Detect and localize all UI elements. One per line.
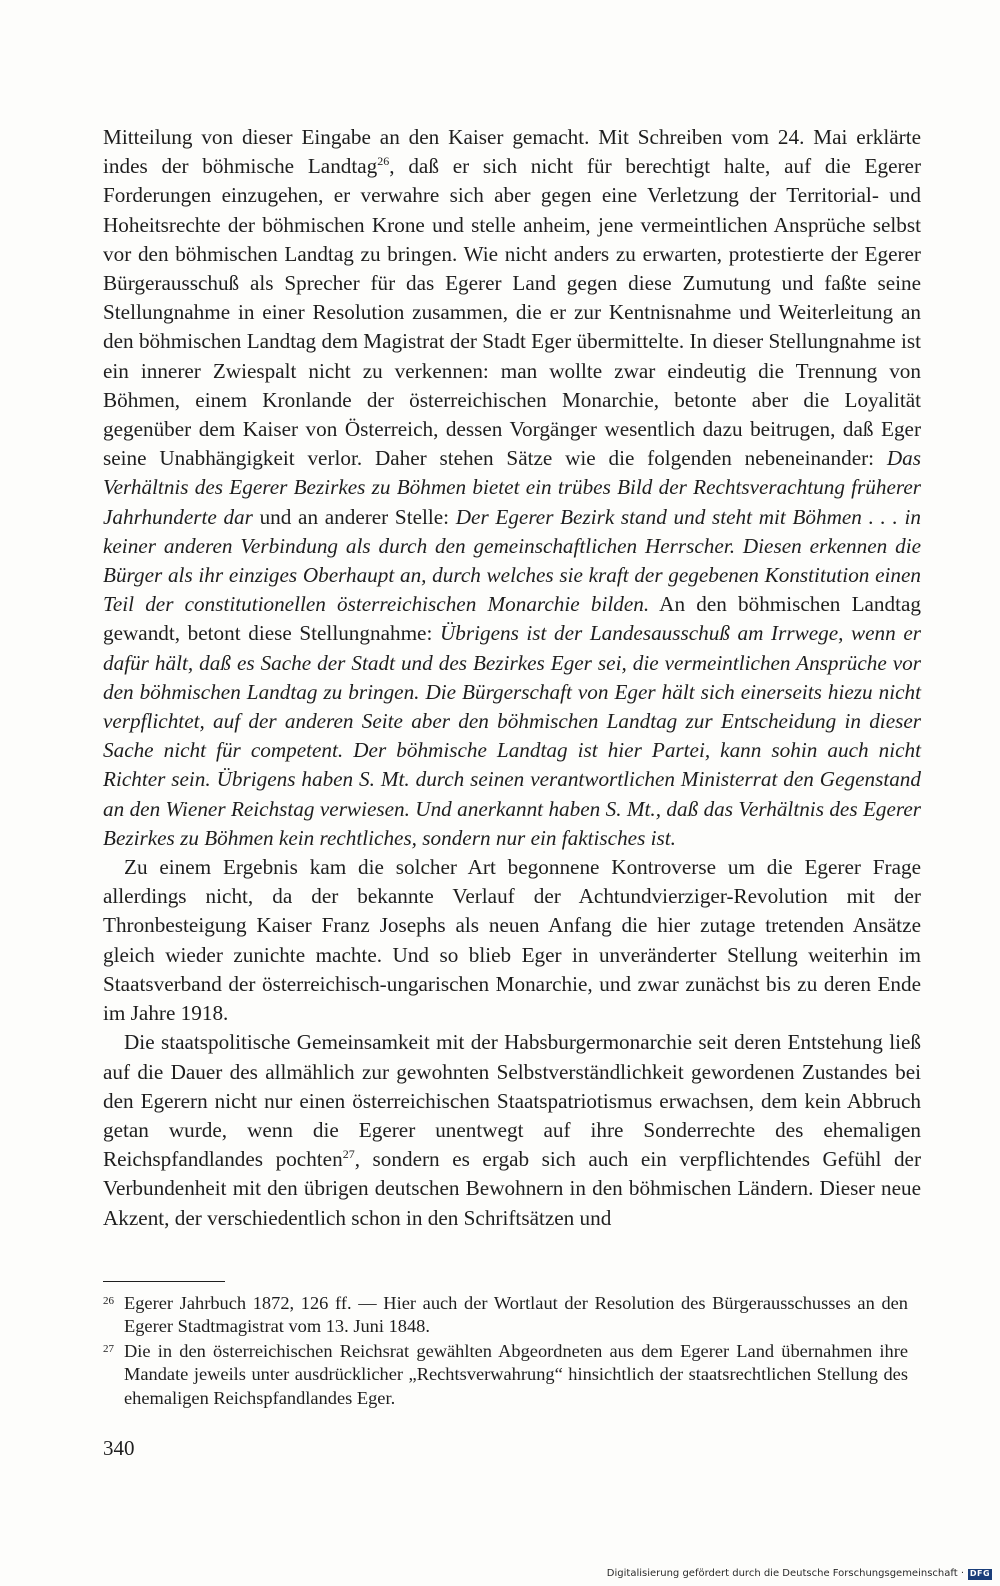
text-run: , daß er sich nicht für berechtigt halte, auf die Egerer Forderungen einzugehen, er verwahre sich aber gegen eine Verletzung der Territorial- und Hoheitsrechte der böhmischen Krone und stelle anheim, jene vermeintlichen Ansprüche selbst vor den böhmischen Landtag zu bringen. Wie nicht anders zu erwarten, protestierte der Egerer Bürgerausschuß als Sprecher für das Egerer Land gegen diese Zumutung und faßte seine Stellungnahme in einer Resolution zusammen, die er zur Kentnisnahme und Weiterleitung an den böhmischen Landtag dem Magistrat der Stadt Eger übermittelte. In dieser Stellungnahme ist ein innerer Zwiespalt nicht zu verkennen: man wollte zwar eindeutig die Trennung von Böhmen, einem Kronlande der österreichischen Monarchie, betonte aber die Loyalität gegenüber dem Kaiser von Österreich, dessen Vorgänger wesentlich dazu beitrugen, daß Eger seine Unabhängigkeit verlor. Daher stehen Sätze wie die folgenden nebeneinander: [103, 154, 921, 471]
footnote-divider [103, 1281, 225, 1282]
footnote-ref-26[interactable]: 26 [377, 154, 390, 169]
quote-italic: Übrigens ist der Landesausschuß am Irrwege, wenn er dafür hält, daß es Sache der Stadt und des Bezirkes Eger sei, die vermeintlichen Ansprüche vor den böhmischen Landtag zu bringen. Die Bürgerschaft von Eger hält sich einerseits hiezu nicht verpflichtet, auf der anderen Seite aber den böhmischen Landtag zur Entscheidung in dieser Sache nicht für competent. Der böhmische Landtag ist hier Partei, kann sohin auch nicht Richter sein. Übrigens haben S. Mt. durch seinen verantwortlichen Ministerrat den Gegenstand an den Wiener Reichstag verwiesen. Und anerkannt haben S. Mt., daß das Verhältnis des Egerer Bezirkes zu Böhmen kein rechtliches, sondern nur ein faktisches ist. [103, 621, 921, 850]
footnote-number: 27 [103, 1342, 114, 1355]
quote-italic: Der Egerer Bezirk stand und steht mit Böhmen . . . in keiner anderen Verbindung als durch den gemeinschaftlichen Herrscher. Diesen erkennen die Bürger als ihr einziges Oberhaupt an, durch welches sie kraft der gegebenen Konstitution einen Teil der constitutionellen österreichischen Monarchie bilden. [103, 504, 921, 617]
page-number: 340 [103, 1436, 135, 1460]
footnote-ref-27[interactable]: 27 [342, 1147, 355, 1162]
quote-italic: Das Verhältnis des Egerer Bezirkes zu Böhmen bietet ein trübes Bild der Rechtsverachtung früherer Jahrhunderte dar [103, 446, 921, 529]
footnote-27 [103, 1340, 908, 1410]
dfg-logo-icon: DFG [969, 1569, 991, 1578]
text-run: , sondern es ergab sich auch ein verpflichtendes Gefühl der Verbundenheit mit den übrigen deutschen Bewohnern in den böhmischen Ländern. Dieser neue Akzent, der verschiedentlich schon in den Schriftsätzen und [103, 1147, 921, 1230]
paragraph-3 [103, 1028, 921, 1232]
paragraph-2: Zu einem Ergebnis kam die solcher Art begonnene Kontroverse um die Egerer Frage allerdings nicht, da der bekannte Verlauf der Achtundvierziger-Revolution mit der Thronbesteigung Kaiser Franz Josephs als neuen Anfang die hier zutage tretenden Ansätze gleich wieder zunichte machte. Und so blieb Eger in unveränderter Stellung weiterhin im Staatsverband der österreichisch-ungarischen Monarchie, und zwar zunächst bis zu deren Ende im Jahre 1918. [103, 855, 921, 1026]
paragraph-1 [103, 123, 921, 853]
footnotes [103, 1292, 908, 1411]
text-run: Mitteilung von dieser Eingabe an den Kaiser gemacht. Mit Schreiben vom 24. Mai erklärte indes der böhmische Landtag [103, 125, 921, 179]
text-run: Die staatspolitische Gemeinsamkeit mit der Habsburgermonarchie seit deren Entstehung ließ auf die Dauer des allmählich zur gewohnten Selbstverständlichkeit gewordenen Zustandes bei den Egerern nicht nur einen österreichischen Staatspatriotismus erwachsen, dem kein Abbruch getan wurde, wenn die Egerer unentwegt auf ihre Sonderrechte des ehemaligen Reichspfandlandes pochten [103, 1030, 921, 1172]
footnote-text: Egerer Jahrbuch 1872, 126 ff. — Hier auch der Wortlaut der Resolution des Bürgerausschusses an den Egerer Stadtmagistrat vom 13. Juni 1848. [124, 1293, 908, 1337]
footnote-26 [103, 1292, 908, 1339]
footnote-text: Die in den österreichischen Reichsrat gewählten Abgeordneten aus dem Egerer Land übernahmen ihre Mandate jeweils unter ausdrücklicher „Rechtsverwahrung“ hinsichtlich der staatsrechtlichen Stellung des ehemaligen Reichspfandlandes Eger. [124, 1340, 908, 1408]
footnote-number: 26 [103, 1295, 114, 1307]
digitization-credit [607, 1568, 992, 1580]
main-text [103, 123, 921, 1233]
credit-text: Digitalisierung gefördert durch die Deutsche Forschungsgemeinschaft · [606, 1568, 964, 1579]
text-run: und an anderer Stelle: [252, 504, 456, 529]
text-run: An den böhmischen Landtag gewandt, betont diese Stellungnahme: [103, 592, 922, 646]
